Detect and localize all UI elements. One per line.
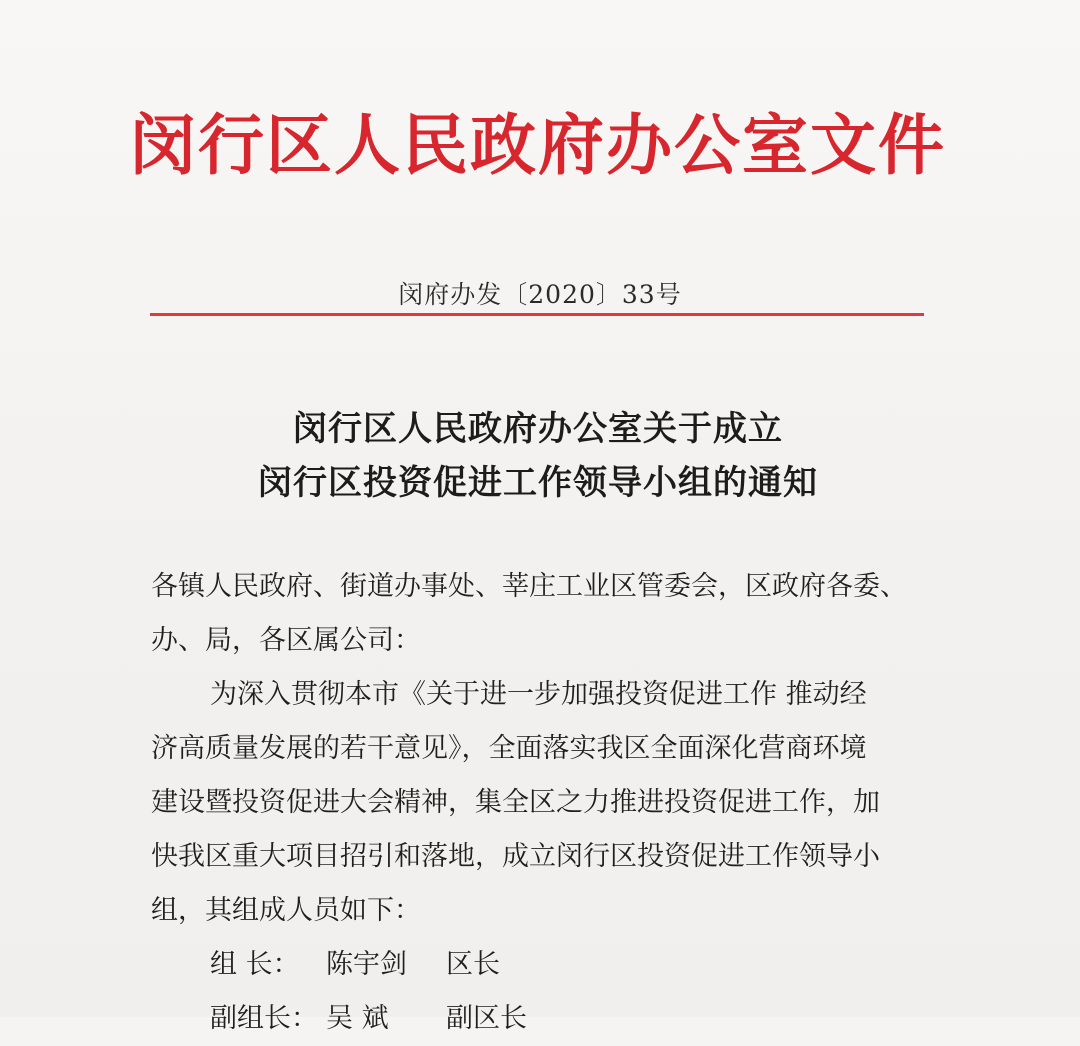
member-title: 副区长 — [446, 1003, 527, 1034]
paragraph-line: 济高质量发展的若干意见》，全面落实我区全面深化营商环境 — [151, 733, 867, 764]
member-row-leader — [151, 938, 931, 992]
red-separator-rule — [150, 313, 924, 316]
paragraph-line: 快我区重大项目招引和落地，成立闵行区投资促进工作领导小 — [151, 841, 880, 872]
member-name: 陈宇剑 — [326, 949, 407, 980]
document-body — [151, 560, 931, 1046]
member-role: 副组长： — [210, 1003, 318, 1034]
recipients-line-1: 各镇人民政府、街道办事处、莘庄工业区管委会，区政府各委、 — [151, 571, 907, 602]
member-row-deputy — [151, 992, 931, 1046]
document-number: 闵府办发〔2020〕33号 — [398, 280, 682, 309]
member-name: 吴 斌 — [326, 1003, 389, 1034]
paragraph-line: 建设暨投资促进大会精神，集全区之力推进投资促进工作，加 — [151, 787, 880, 818]
document-title-line-1: 闵行区人民政府办公室关于成立 — [293, 409, 783, 449]
member-role: 组 长： — [210, 949, 300, 980]
document-title-line-2: 闵行区投资促进工作领导小组的通知 — [258, 463, 818, 503]
paragraph-line: 组，其组成人员如下： — [151, 895, 421, 926]
paragraph-line: 为深入贯彻本市《关于进一步加强投资促进工作 推动经 — [210, 679, 867, 710]
issuer-header: 闵行区人民政府办公室文件 — [130, 106, 946, 184]
recipients-line-2: 办、局，各区属公司： — [151, 625, 421, 656]
member-title: 区长 — [446, 949, 500, 980]
